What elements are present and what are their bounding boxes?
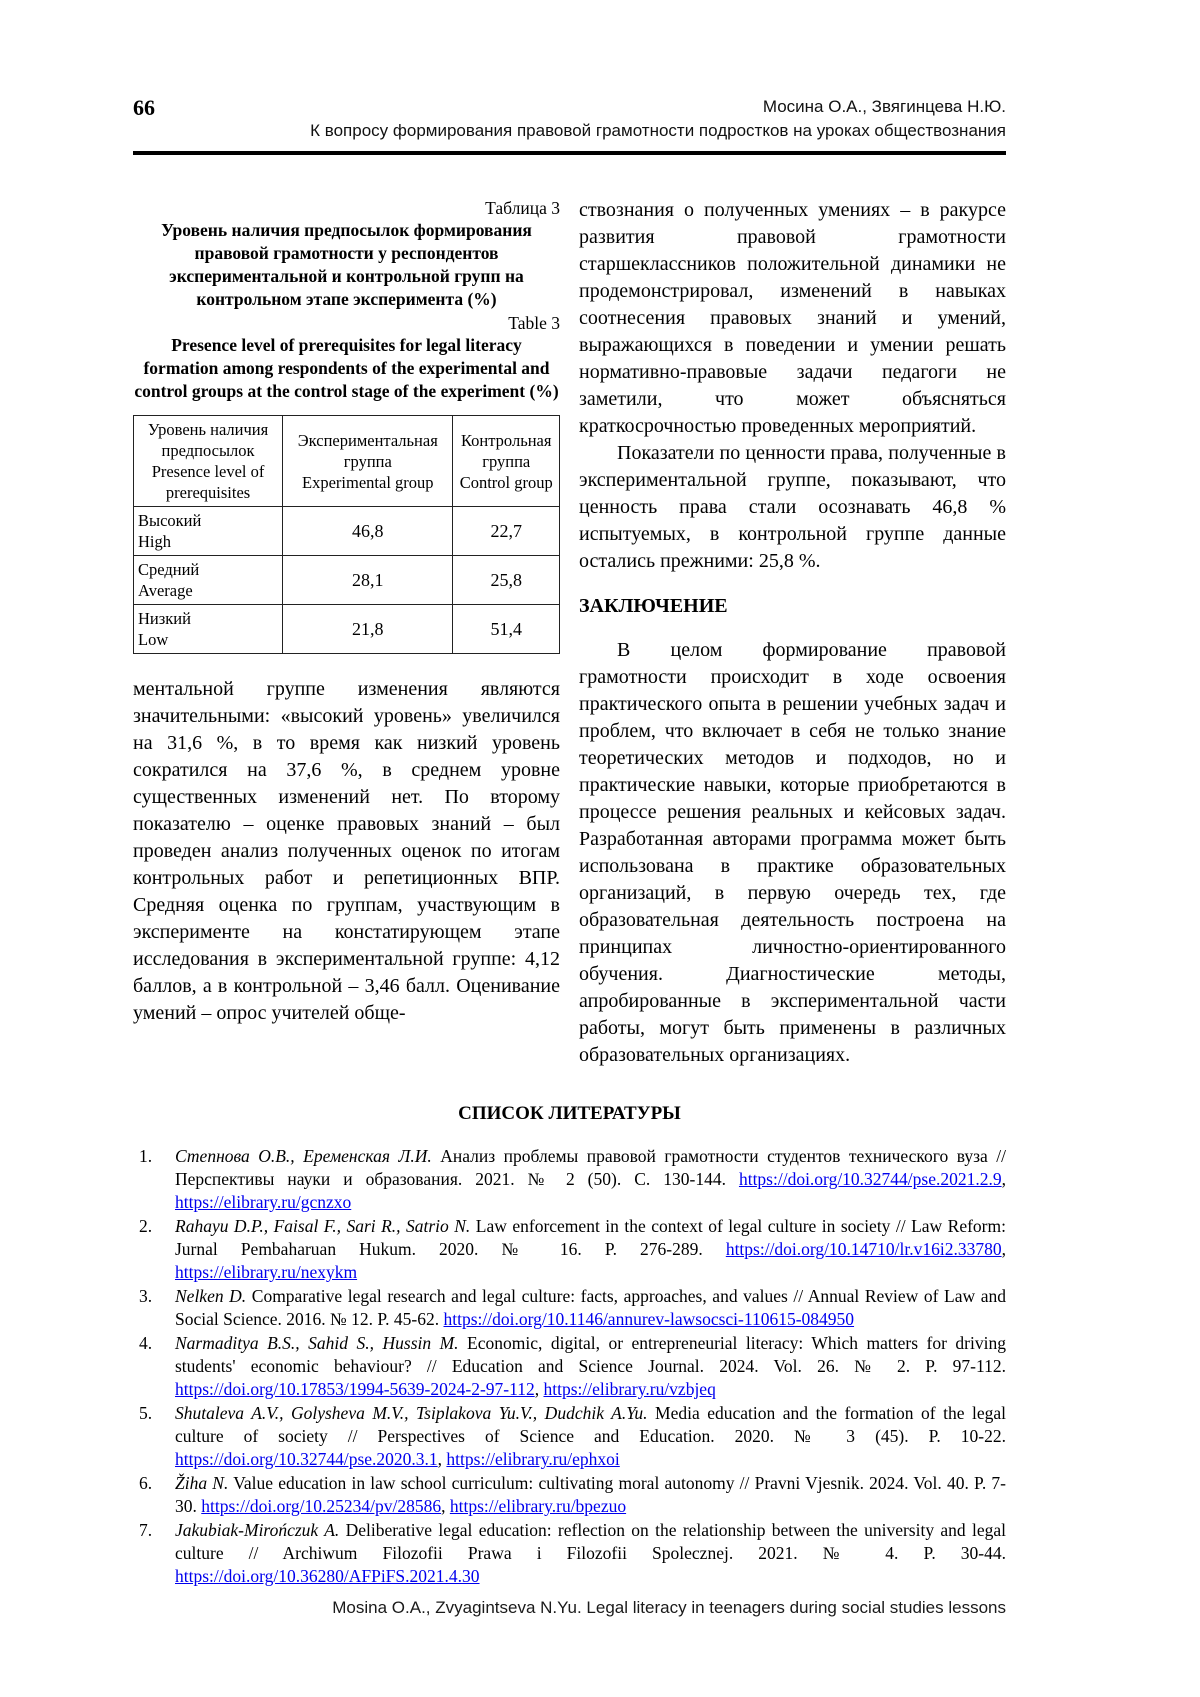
reference-text: Law enforcement in the context of legal culture in society // Law Reform: Jurnal Pembaharuan Hukum. 2020. № 16. P. 276-289. [175,1216,1006,1259]
body-paragraph-conclusion: В целом формирование правовой грамотности происходит в ходе освоения практического опыта в решении учебных задач и проблем, что включает в себя не только знание теоретических методов и подходов, но и практические навыки, которые приобретаются в процессе решения реальных и кейсовых задач. Разработанная авторами программа может быть использована в практике образовательных организаций, в первую очередь тех, где образовательная деятельность построена на принципах личностно-ориентированного обучения. Диагностические методы, апробированные в экспериментальной части работы, могут быть применены в различных образовательных организациях. [579,639,1006,1066]
body-paragraph-right-1: ствознания о полученных умениях – в ракурсе развития правовой грамотности старшеклассников положительной динамики не продемонстрировал, изменений в навыках соотнесения правовых знаний и умений, выражающихся в поведении и умении решать нормативно-правовые задачи педагоги не заметили, что может объясняться краткосрочностью проведенных мероприятий. [579,199,1006,437]
page-number: 66 [133,95,155,120]
value-average-control: 25,8 [453,556,560,605]
reference-elibrary-link[interactable]: https://elibrary.ru/gcnzxo [175,1192,352,1212]
table-row [134,556,560,605]
header-rule [133,151,1006,155]
column-header-level-ru: Уровень наличия предпосылок [147,420,269,460]
column-header-experimental-ru: Экспериментальная группа [297,430,438,471]
reference-number: 1. [139,1146,153,1166]
reference-item-2 [133,1215,1006,1284]
row-label-average [134,556,283,605]
row-label-average-ru: Средний [138,560,200,579]
column-header-level-en: Presence level of prerequisites [151,462,265,502]
body-paragraph-right-2: Показатели по ценности права, полученные в экспериментальной группе, показывают, что ценность права стали осознавать 46,8 % испытуемых, в контрольной группе данные остались прежними: 25,8 %. [579,442,1006,572]
table-row [134,605,560,654]
table-title-ru: Уровень наличия предпосылок формирования правовой грамотности у респондентов экспериментальной и контрольной групп на контрольном этапе эксперимента (%) [161,220,532,309]
header-running-title: К вопросу формирования правовой грамотности подростков на уроках обществознания [310,121,1006,140]
value-high-experimental: 46,8 [283,507,453,556]
row-label-low-en: Low [138,630,169,649]
right-column [579,197,1006,1069]
link-separator: , [437,1449,447,1469]
reference-text: Анализ проблемы правовой грамотности студентов технического вуза // Перспективы науки и образования. 2021. № 2 (50). С. 130-144. [175,1146,1007,1189]
column-header-level [134,416,283,507]
reference-authors: Narmaditya B.S., Sahid S., Hussin M. [175,1333,459,1353]
value-average-experimental: 28,1 [283,556,453,605]
reference-text: Comparative legal research and legal culture: facts, approaches, and values // Annual Review of Law and Social Science. 2016. № 12. P. 45-62. [175,1286,1006,1329]
reference-elibrary-link[interactable]: https://elibrary.ru/bpezuo [449,1496,627,1516]
reference-item-6 [133,1472,1006,1518]
column-header-control [453,416,560,507]
left-column [133,197,560,1069]
reference-doi-link[interactable]: https://doi.org/10.17853/1994-5639-2024-2-97-112 [175,1379,535,1399]
row-label-high-en: High [138,532,171,551]
reference-item-4 [133,1332,1006,1401]
table-header-row [134,416,560,507]
reference-doi-link[interactable]: https://doi.org/10.1146/annurev-lawsocsci-110615-084950 [443,1309,855,1329]
row-label-low-ru: Низкий [138,609,191,628]
reference-elibrary-link[interactable]: https://elibrary.ru/ephxoi [446,1449,620,1469]
value-low-experimental: 21,8 [283,605,453,654]
reference-item-5 [133,1402,1006,1471]
reference-number: 5. [139,1403,153,1423]
row-label-high [134,507,283,556]
reference-authors: Rahayu D.P., Faisal F., Sari R., Satrio N. [175,1216,471,1236]
table-label-ru: Таблица 3 [485,198,560,218]
reference-elibrary-link[interactable]: https://elibrary.ru/vzbjeq [543,1379,716,1399]
reference-text: Value education in law school curriculum: cultivating moral autonomy // Pravni Vjesnik. 2024. Vol. 40. P. 7-30. [175,1473,1006,1516]
reference-doi-link[interactable]: https://doi.org/10.36280/AFPiFS.2021.4.30 [175,1566,480,1586]
reference-authors: Степнова О.В., Еременская Л.И. [175,1146,432,1166]
reference-doi-link[interactable]: https://doi.org/10.32744/pse.2020.3.1 [175,1449,438,1469]
page-footer: Mosina O.A., Zvyagintseva N.Yu. Legal literacy in teenagers during social studies lessons [332,1598,1006,1617]
row-label-low [134,605,283,654]
reference-number: 6. [139,1473,153,1493]
link-separator: , [1001,1169,1006,1189]
reference-item-3 [133,1285,1006,1331]
value-high-control: 22,7 [453,507,560,556]
results-table [133,415,560,654]
reference-authors: Žiha N. [175,1473,229,1493]
reference-doi-link[interactable]: https://doi.org/10.25234/pv/28586 [201,1496,442,1516]
reference-authors: Nelken D. [175,1286,247,1306]
column-header-control-ru: Контрольная группа [461,430,552,471]
column-header-control-en: Control group [459,472,553,492]
conclusion-heading: ЗАКЛЮЧЕНИЕ [579,595,728,617]
column-header-experimental-en: Experimental group [302,472,434,492]
value-low-control: 51,4 [453,605,560,654]
body-paragraph-left: ментальной группе изменения являются значительными: «высокий уровень» увеличился на 31,6 %, в то время как низкий уровень сократился на 37,6 %, в среднем уровне существенных изменений нет. По второму показателю – оценке правовых знаний – был проведен анализ полученных оценок по итогам контрольных работ и репетиционных ВПР. Средняя оценка по группам, участвующим в эксперименте на констатирующем этапе исследования в экспериментальной группе: 4,12 баллов, а в контрольной – 3,46 балл. Оценивание умений – опрос учителей обще- [133,678,560,1024]
reference-authors: Jakubiak-Mirończuk A. [175,1520,340,1540]
reference-doi-link[interactable]: https://doi.org/10.14710/lr.v16i2.33780 [725,1239,1002,1259]
row-label-high-ru: Высокий [138,511,202,530]
two-column-body [133,197,1006,1069]
row-label-average-en: Average [138,581,193,600]
table-title-en: Presence level of prerequisites for legal literacy formation among respondents of the experimental and control groups at the control stage of the experiment (%) [134,335,559,401]
reference-elibrary-link[interactable]: https://elibrary.ru/nexykm [175,1262,358,1282]
link-separator: , [441,1496,450,1516]
reference-authors: Shutaleva A.V., Golysheva M.V., Tsiplakova Yu.V., Dudchik A.Yu. [175,1403,648,1423]
table-row [134,507,560,556]
reference-item-7 [133,1519,1006,1588]
column-header-experimental [283,416,453,507]
header-authors: Мосина О.А., Звягинцева Н.Ю. [762,97,1006,116]
reference-number: 3. [139,1286,153,1306]
references-list [133,1145,1006,1588]
reference-item-1 [133,1145,1006,1214]
reference-text: Media education and the formation of the legal culture of society // Perspectives of Science and Education. 2020. № 3 (45). P. 10-22. [175,1403,1007,1446]
reference-number: 7. [139,1520,153,1540]
link-separator: , [1001,1239,1006,1259]
table-label-en: Table 3 [508,313,560,333]
link-separator: , [534,1379,544,1399]
reference-number: 2. [139,1216,153,1236]
page-header [133,95,1006,155]
reference-number: 4. [139,1333,153,1353]
references-heading: СПИСОК ЛИТЕРАТУРЫ [458,1103,681,1124]
reference-text: Economic, digital, or entrepreneurial literacy: Which matters for driving students' economic behaviour? // Education and Science Journal. 2024. Vol. 26. № 2. P. 97-112. [175,1333,1006,1376]
reference-doi-link[interactable]: https://doi.org/10.32744/pse.2021.2.9 [738,1169,1002,1189]
reference-text: Deliberative legal education: reflection on the relationship between the university and legal culture // Archiwum Filozofii Prawa i Filozofii Spolecznej. 2021. № 4. P. 30-44. [175,1520,1007,1563]
